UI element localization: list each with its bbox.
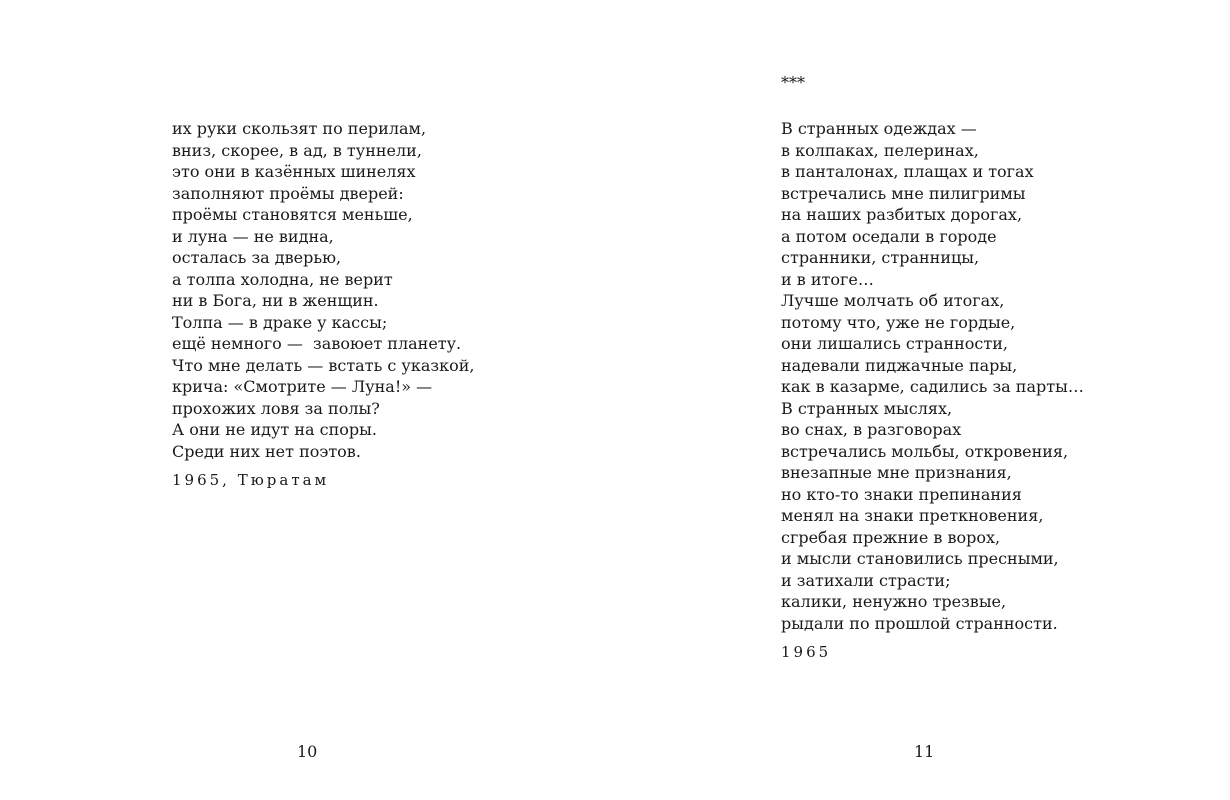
poem-line: но кто-то знаки препинания xyxy=(781,484,1022,504)
poem-line: встречались мольбы, откровения, xyxy=(781,441,1069,461)
poem-line: потому что, уже не гордые, xyxy=(781,312,1016,332)
poem-line: на наших разбитых дорогах, xyxy=(781,205,1023,224)
poem-line: и в итоге… xyxy=(781,269,874,289)
poem-line: и луна — не видна, xyxy=(172,226,334,246)
poem-date: 1965 xyxy=(781,643,832,661)
poem-line: прохожих ловя за полы? xyxy=(172,398,380,418)
poem-line: В странных мыслях, xyxy=(781,398,953,418)
right-page xyxy=(615,0,1230,800)
page-number: 10 xyxy=(297,742,318,761)
poem-line: рыдали по прошлой странности. xyxy=(781,613,1058,633)
poem-line: в панталонах, плащах и тогах xyxy=(781,162,1034,181)
poem-line: Среди них нет поэтов. xyxy=(172,441,361,461)
poem-line: вниз, скорее, в ад, в туннели, xyxy=(172,140,422,160)
poem-line: они лишались странности, xyxy=(781,334,1008,353)
poem-line: Толпа — в драке у кассы; xyxy=(172,312,388,332)
poem-line: а толпа холодна, не верит xyxy=(172,269,393,289)
poem-line: Лучше молчать об итогах, xyxy=(781,291,1005,310)
poem-line: и затихали страсти; xyxy=(781,570,951,590)
right-poem xyxy=(781,118,1084,634)
poem-line: во снах, в разговорах xyxy=(781,420,962,439)
poem-line: ни в Бога, ни в женщин. xyxy=(172,291,379,310)
poem-separator: *** xyxy=(781,73,805,92)
poem-line: калики, ненужно трезвые, xyxy=(781,592,1007,611)
poem-date-place: 1965, Тюратам xyxy=(172,471,330,489)
poem-line: проёмы становятся меньше, xyxy=(172,205,413,224)
poem-line: осталась за дверью, xyxy=(172,248,342,267)
poem-line: и мысли становились пресными, xyxy=(781,549,1059,568)
poem-line: сгребая прежние в ворох, xyxy=(781,527,1001,547)
poem-line: заполняют проёмы дверей: xyxy=(172,183,404,203)
poem-line: А они не идут на споры. xyxy=(172,420,377,439)
poem-line: это они в казённых шинелях xyxy=(172,162,416,181)
left-poem xyxy=(172,118,474,462)
poem-line: надевали пиджачные пары, xyxy=(781,355,1018,375)
poem-line: ещё немного — завоюет планету. xyxy=(172,334,462,353)
poem-line: В странных одеждах — xyxy=(781,119,977,138)
poem-line: их руки скользят по перилам, xyxy=(172,119,427,138)
page-number: 11 xyxy=(914,742,935,761)
poem-line: странники, странницы, xyxy=(781,248,980,267)
poem-line: крича: «Смотрите — Луна!» — xyxy=(172,377,433,396)
poem-line: как в казарме, садились за парты… xyxy=(781,377,1084,396)
poem-line: встречались мне пилигримы xyxy=(781,183,1026,203)
poem-line: а потом оседали в городе xyxy=(781,226,997,246)
poem-line: менял на знаки преткновения, xyxy=(781,506,1044,525)
poem-line: внезапные мне признания, xyxy=(781,463,1012,482)
poem-line: в колпаках, пелеринах, xyxy=(781,140,979,160)
poem-line: Что мне делать — встать с указкой, xyxy=(172,355,475,375)
